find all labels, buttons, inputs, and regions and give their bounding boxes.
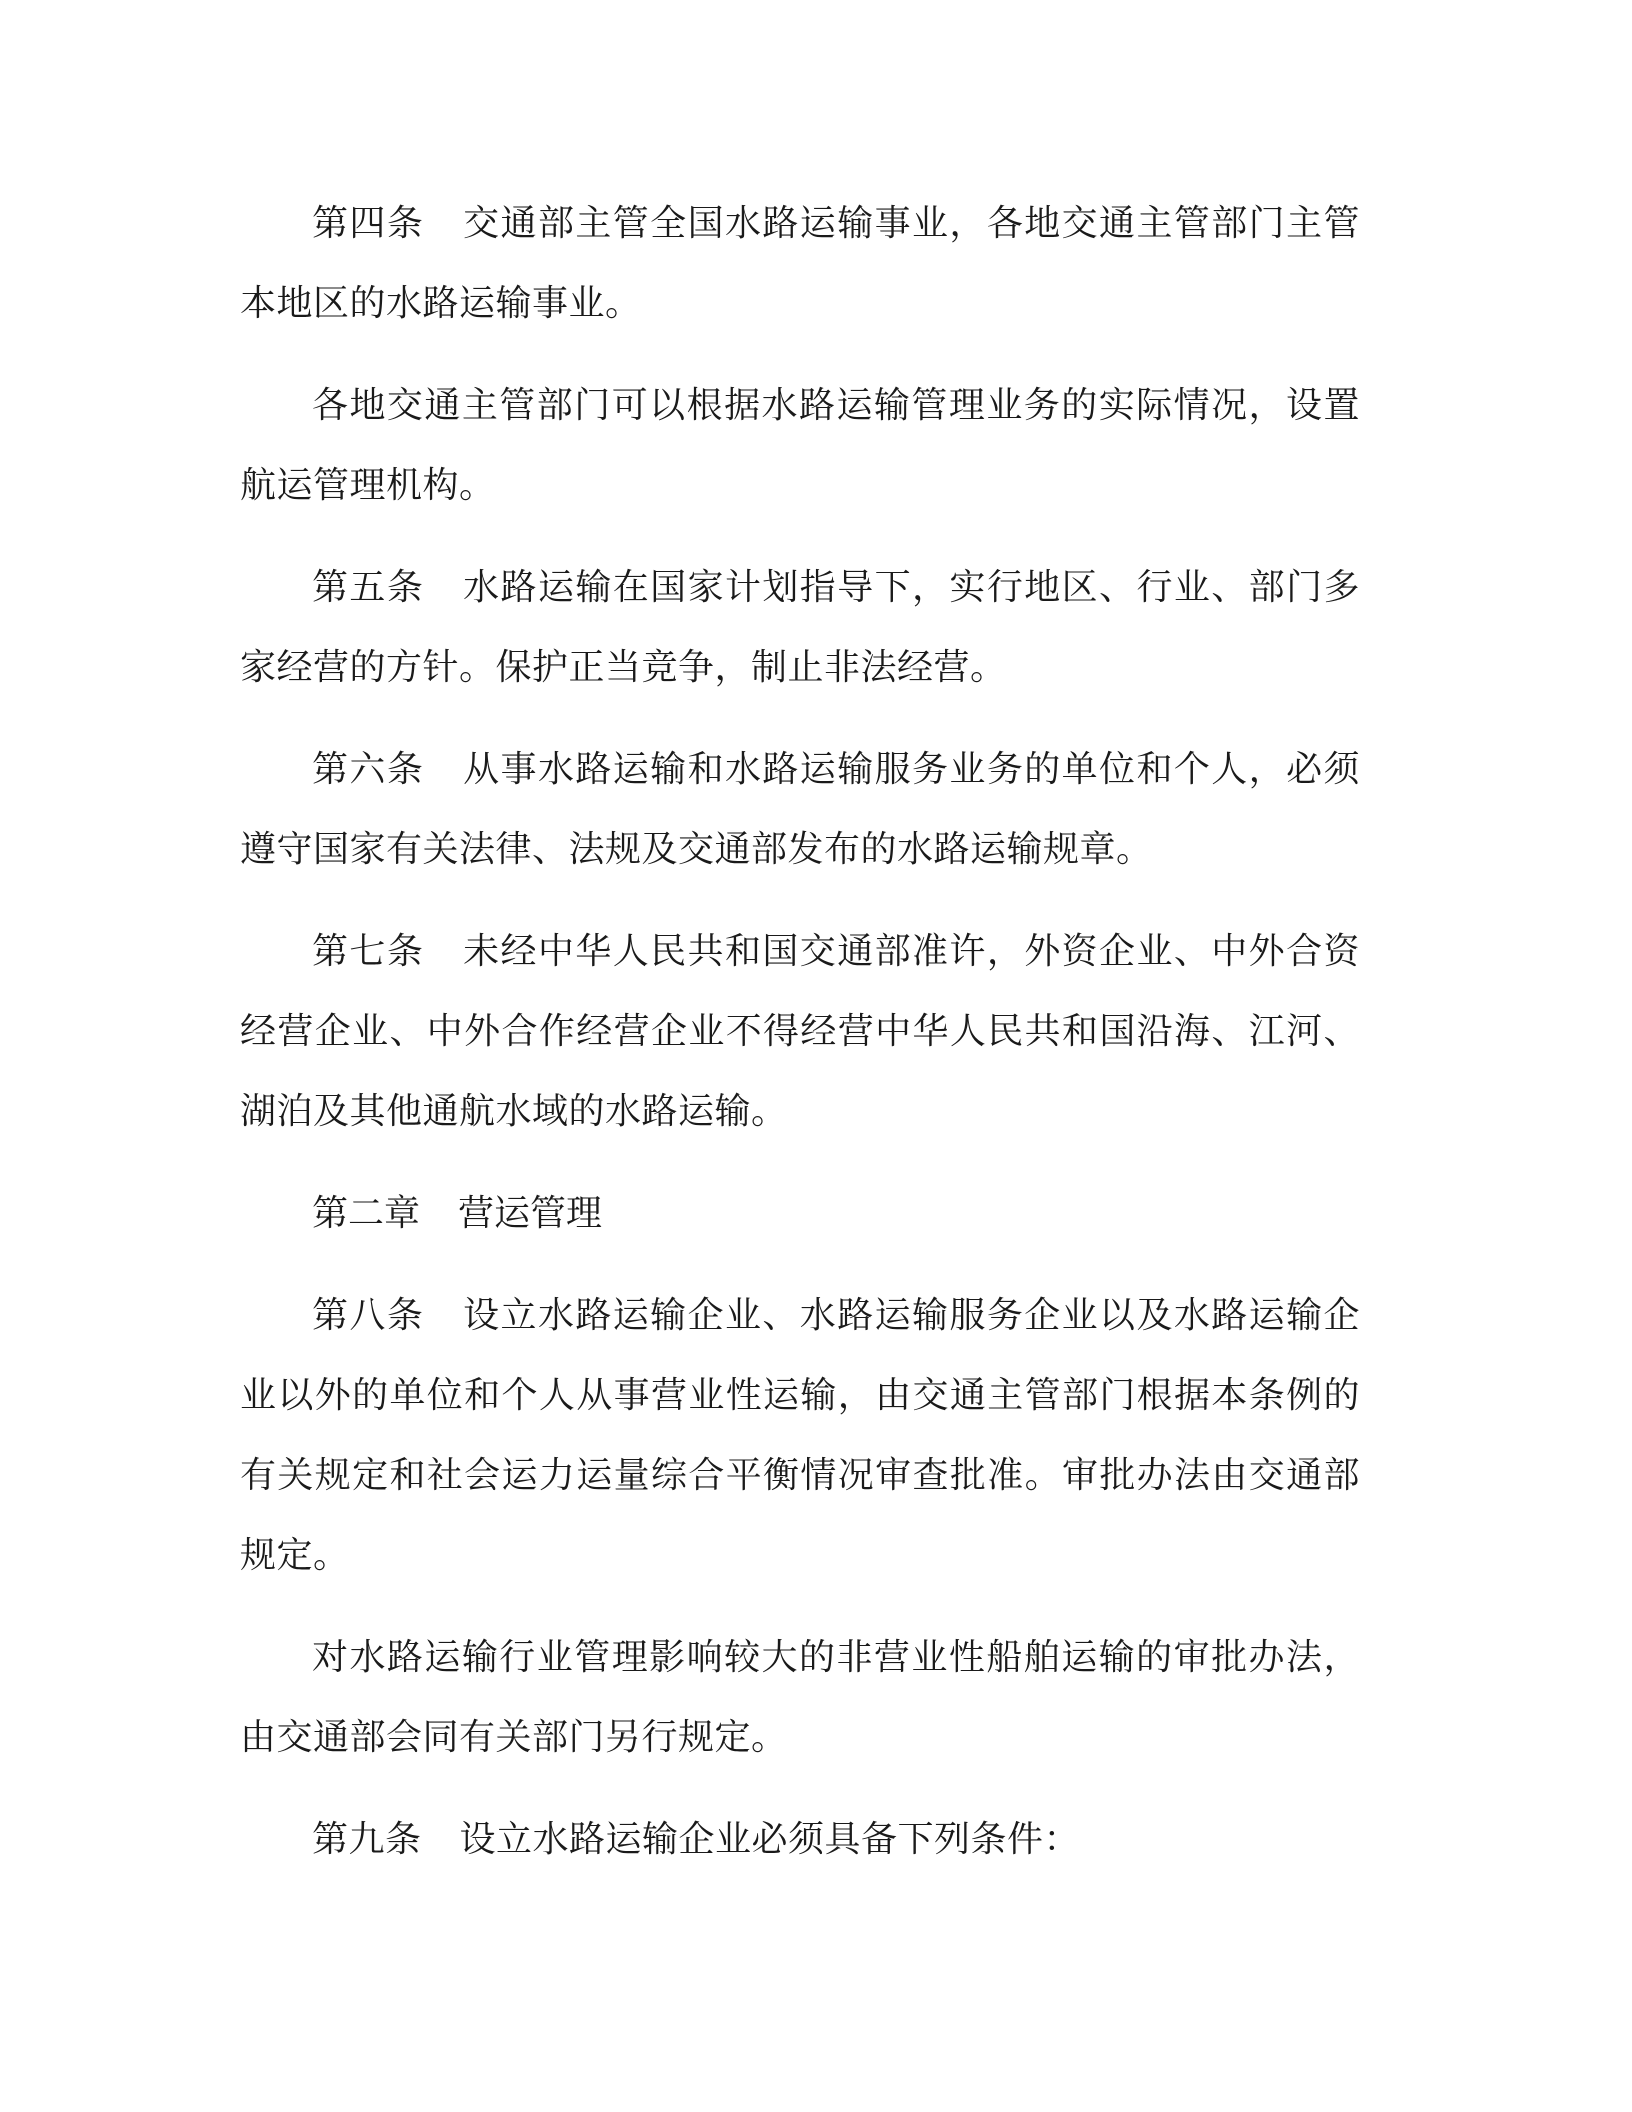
article-number: 第四条 — [312, 203, 425, 244]
article-text: 水路运输在国家计划指导下，实行地区、行业、部门多家经营的方针。保护正当竞争，制止非法经营。 — [240, 567, 1360, 688]
chapter-title: 营运管理 — [458, 1193, 603, 1234]
article-4-paragraph-2 — [240, 366, 1360, 526]
article-text: 设立水路运输企业、水路运输服务企业以及水路运输企业以外的单位和个人从事营业性运输，由交通主管部门根据本条例的有关规定和社会运力运量综合平衡情况审查批准。审批办法由交通部规定。 — [240, 1295, 1360, 1576]
article-4 — [240, 184, 1360, 344]
article-number: 第六条 — [312, 749, 425, 790]
article-5 — [240, 548, 1360, 708]
article-number: 第九条 — [312, 1819, 422, 1860]
article-8 — [240, 1276, 1360, 1596]
paragraph-text: 对水路运输行业管理影响较大的非营业性船舶运输的审批办法，由交通部会同有关部门另行规定。 — [240, 1637, 1360, 1758]
chapter-heading — [240, 1174, 1360, 1254]
article-text: 设立水路运输企业必须具备下列条件： — [459, 1819, 1081, 1860]
article-6 — [240, 730, 1360, 890]
article-number: 第八条 — [312, 1295, 425, 1336]
article-number: 第七条 — [312, 931, 425, 972]
document-page — [240, 184, 1360, 1902]
article-text: 从事水路运输和水路运输服务业务的单位和个人，必须遵守国家有关法律、法规及交通部发布的水路运输规章。 — [240, 749, 1360, 870]
article-7 — [240, 912, 1360, 1152]
article-text: 未经中华人民共和国交通部准许，外资企业、中外合资经营企业、中外合作经营企业不得经营中华人民共和国沿海、江河、湖泊及其他通航水域的水路运输。 — [240, 931, 1360, 1132]
article-9 — [240, 1800, 1360, 1880]
chapter-number: 第二章 — [312, 1193, 421, 1234]
article-number: 第五条 — [312, 567, 425, 608]
article-text: 交通部主管全国水路运输事业，各地交通主管部门主管本地区的水路运输事业。 — [240, 203, 1360, 324]
article-8-paragraph-2 — [240, 1618, 1360, 1778]
paragraph-text: 各地交通主管部门可以根据水路运输管理业务的实际情况，设置航运管理机构。 — [240, 385, 1360, 506]
